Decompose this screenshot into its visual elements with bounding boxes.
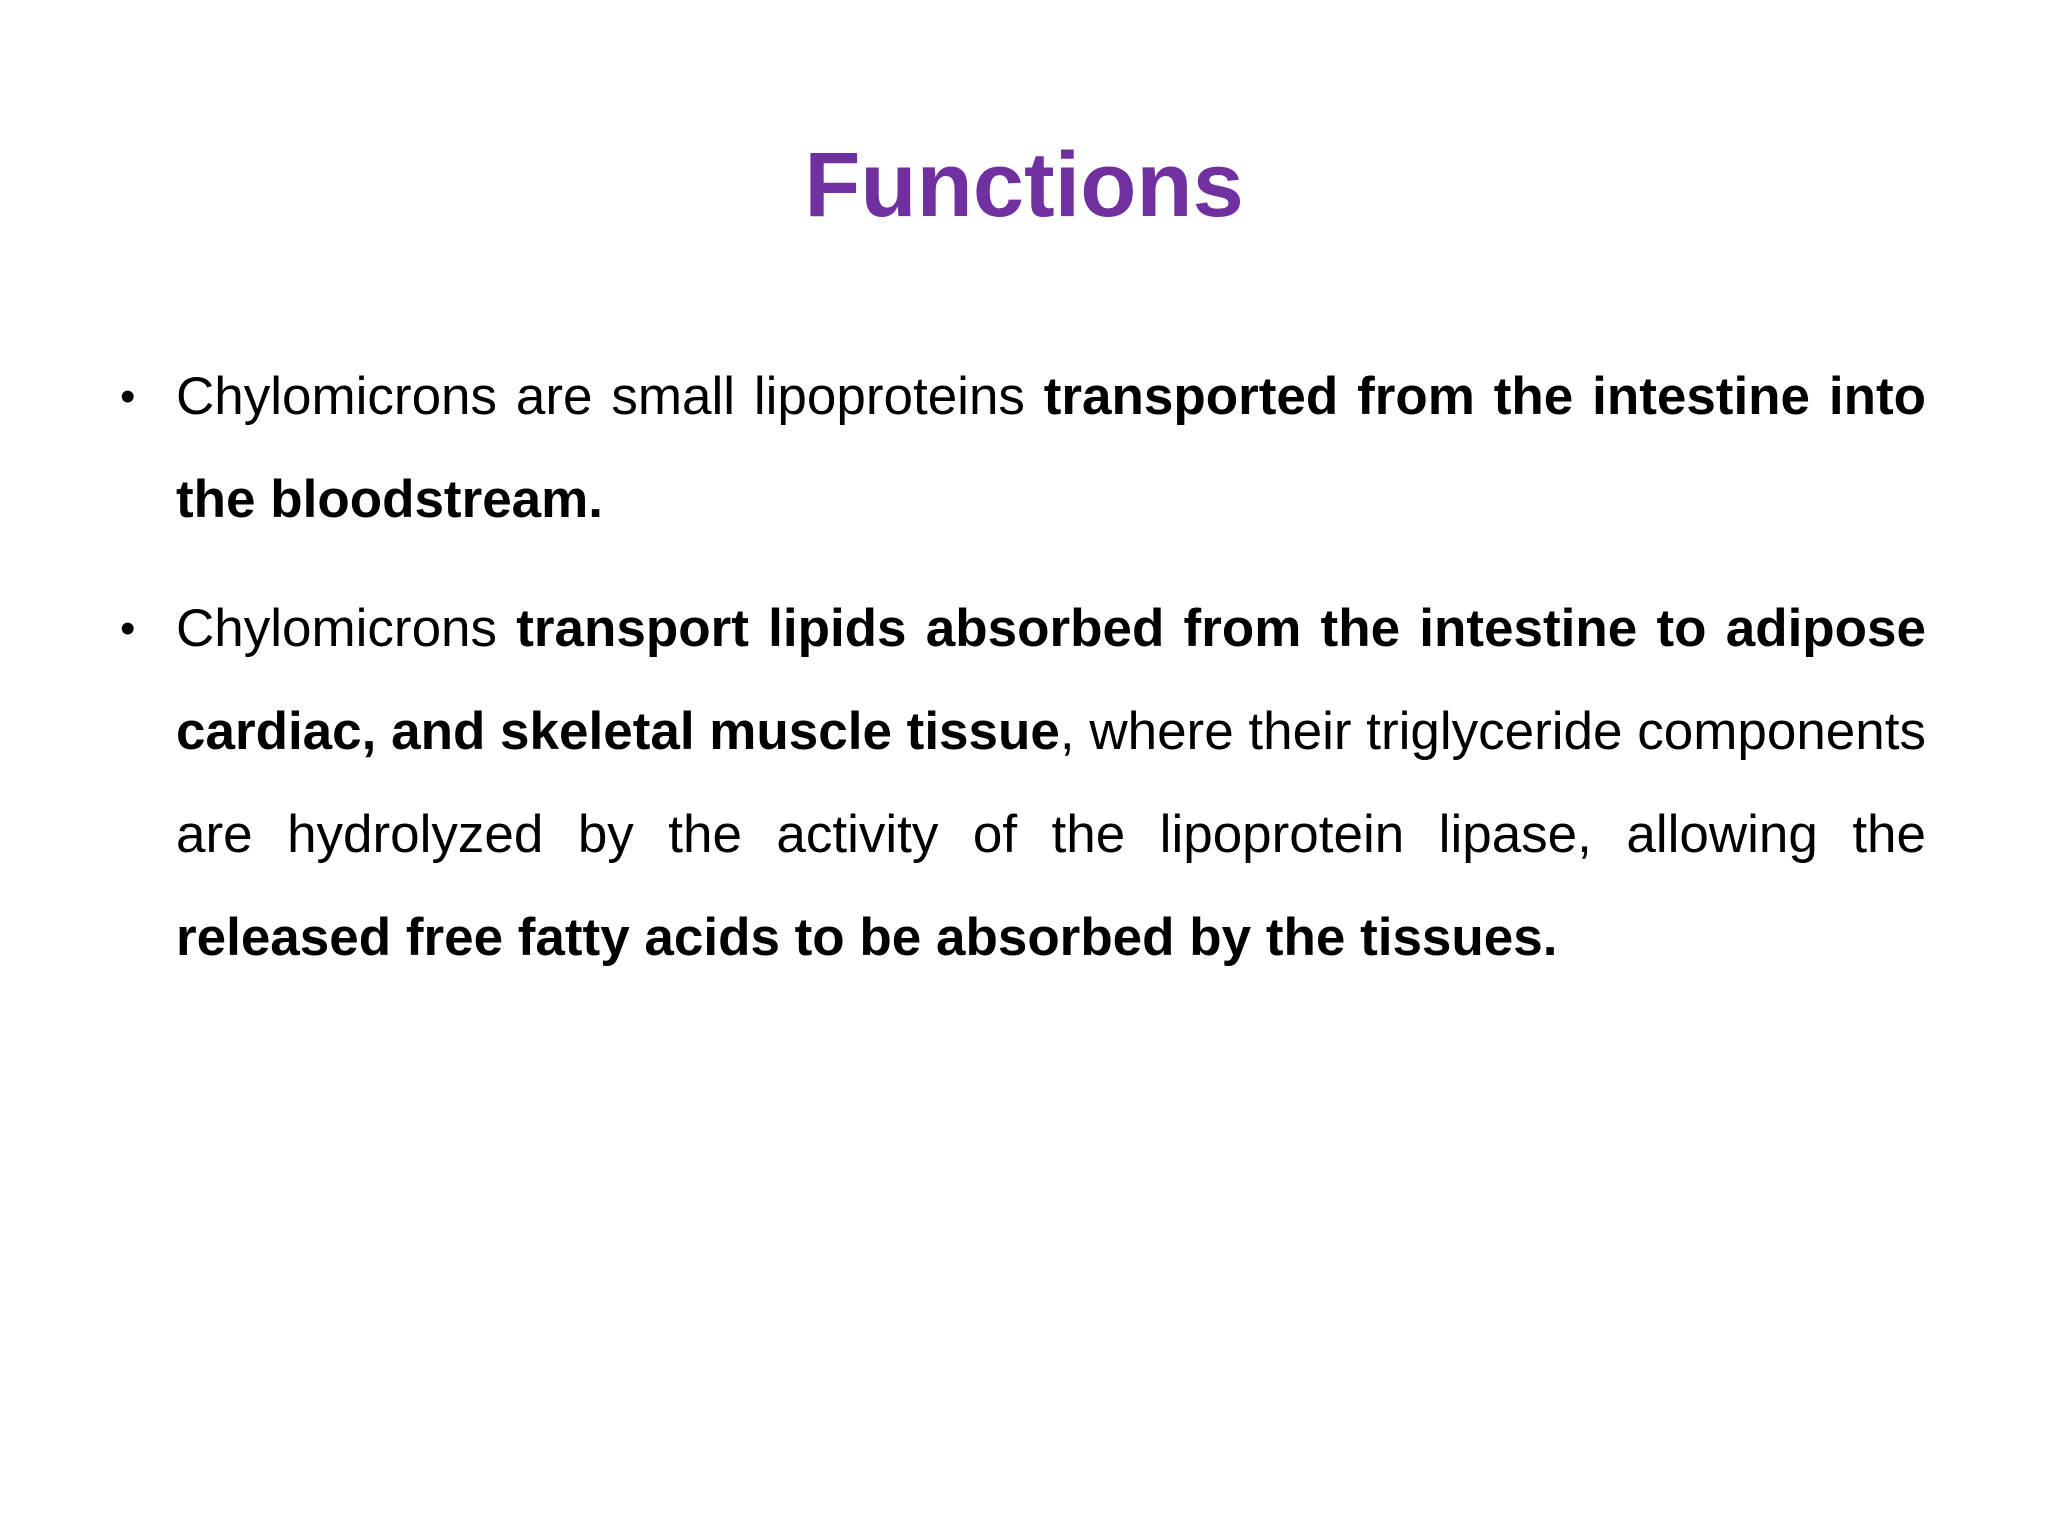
bullet-icon: • <box>120 604 136 653</box>
bullet-text-segment: , where their triglyceride components are hydrolyzed by the activity of the lipoprotein lipase, allowing the <box>176 702 1926 864</box>
bullet-text-bold-segment: transported from the intestine into the bloodstream. <box>176 367 1926 529</box>
bullet-text-bold-segment: transport lipids absorbed from the intestine to adipose cardiac, and skeletal muscle tissue <box>176 599 1926 761</box>
bullet-text-segment: Chylomicrons are small lipoproteins <box>176 367 1044 426</box>
bullet-text-bold-segment: released free fatty acids to be absorbed by the tissues. <box>176 908 1558 967</box>
slide-title: Functions <box>804 134 1244 236</box>
bullet-text-segment: Chylomicrons <box>176 599 517 658</box>
bullet-icon: • <box>120 372 136 421</box>
bullet-item <box>120 345 1926 551</box>
bullet-item <box>120 577 1926 989</box>
bullet-list <box>120 345 1926 1015</box>
